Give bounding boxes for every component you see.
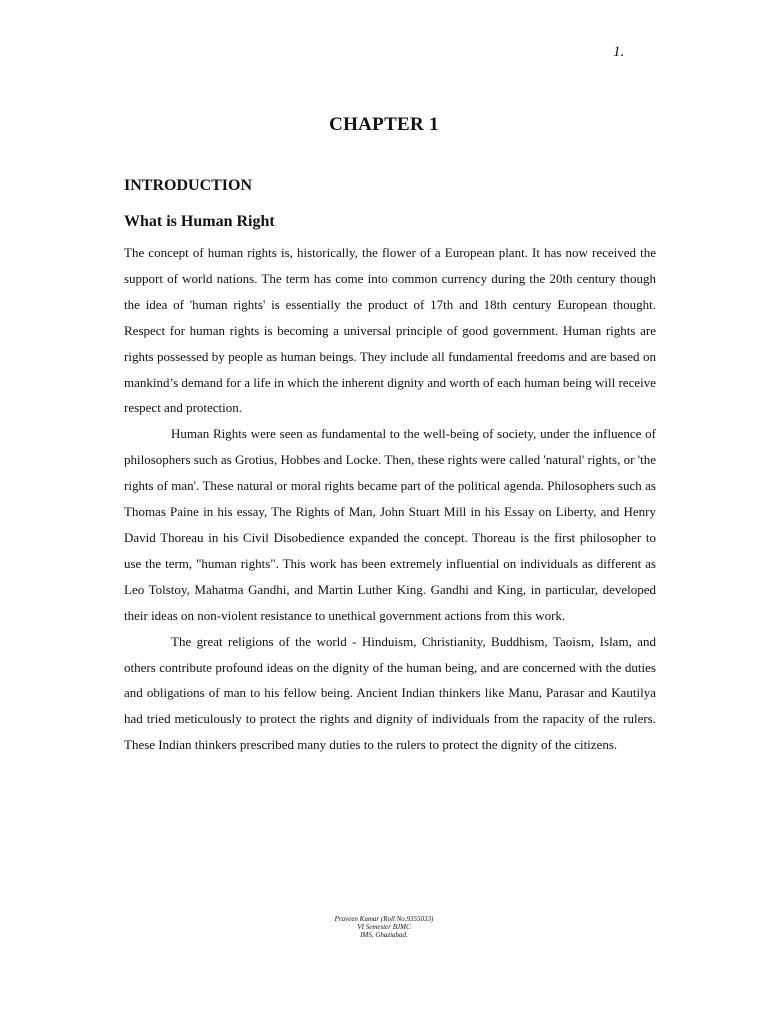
chapter-heading: CHAPTER 1 xyxy=(329,114,439,135)
page-number: 1. xyxy=(613,44,625,60)
footer-author: Praveen Kumar (Roll No.9355033) xyxy=(334,915,434,923)
page-footer xyxy=(0,915,768,939)
footer-institute: IMS, Ghaziabad. xyxy=(360,931,408,939)
paragraph-1: The concept of human rights is, historically, the flower of a European plant. It has now received the support of world nations. The term has come into common currency during the 20th century though the idea of 'human rights' is essentially the product of 17th and 18th century European thought. Respect for human rights is becoming a universal principle of good government. Human rights are rights possessed by people as human beings. They include all fundamental freedoms and are based on mankind’s demand for a life in which the inherent dignity and worth of each human being will receive respect and protection. xyxy=(124,245,656,416)
paragraph-3: The great religions of the world - Hinduism, Christianity, Buddhism, Taoism, Islam, and others contribute profound ideas on the dignity of the human being, and are concerned with the duties and obligations of man to his fellow being. Ancient Indian thinkers like Manu, Parasar and Kautilya had tried meticulously to protect the rights and dignity of individuals from the rapacity of the rulers. These Indian thinkers prescribed many duties to the rulers to protect the dignity of the citizens. xyxy=(124,633,656,753)
body-text xyxy=(124,240,656,758)
subsection-heading: What is Human Right xyxy=(124,213,275,230)
section-heading: INTRODUCTION xyxy=(124,177,253,194)
footer-semester: VI Semester BJMC xyxy=(357,923,411,931)
paragraph-2: Human Rights were seen as fundamental to the well-being of society, under the influence of philosophers such as Grotius, Hobbes and Locke. Then, these rights were called 'natural' rights, or 'the rights of man'. These natural or moral rights became part of the political agenda. Philosophers such as Thomas Paine in his essay, The Rights of Man, John Stuart Mill in his Essay on Liberty, and Henry David Thoreau in his Civil Disobedience expanded the concept. Thoreau is the first philosopher to use the term, "human rights". This work has been extremely influential on individuals as different as Leo Tolstoy, Mahatma Gandhi, and Martin Luther King. Gandhi and King, in particular, developed their ideas on non-violent resistance to unethical government actions from this work. xyxy=(124,426,656,623)
